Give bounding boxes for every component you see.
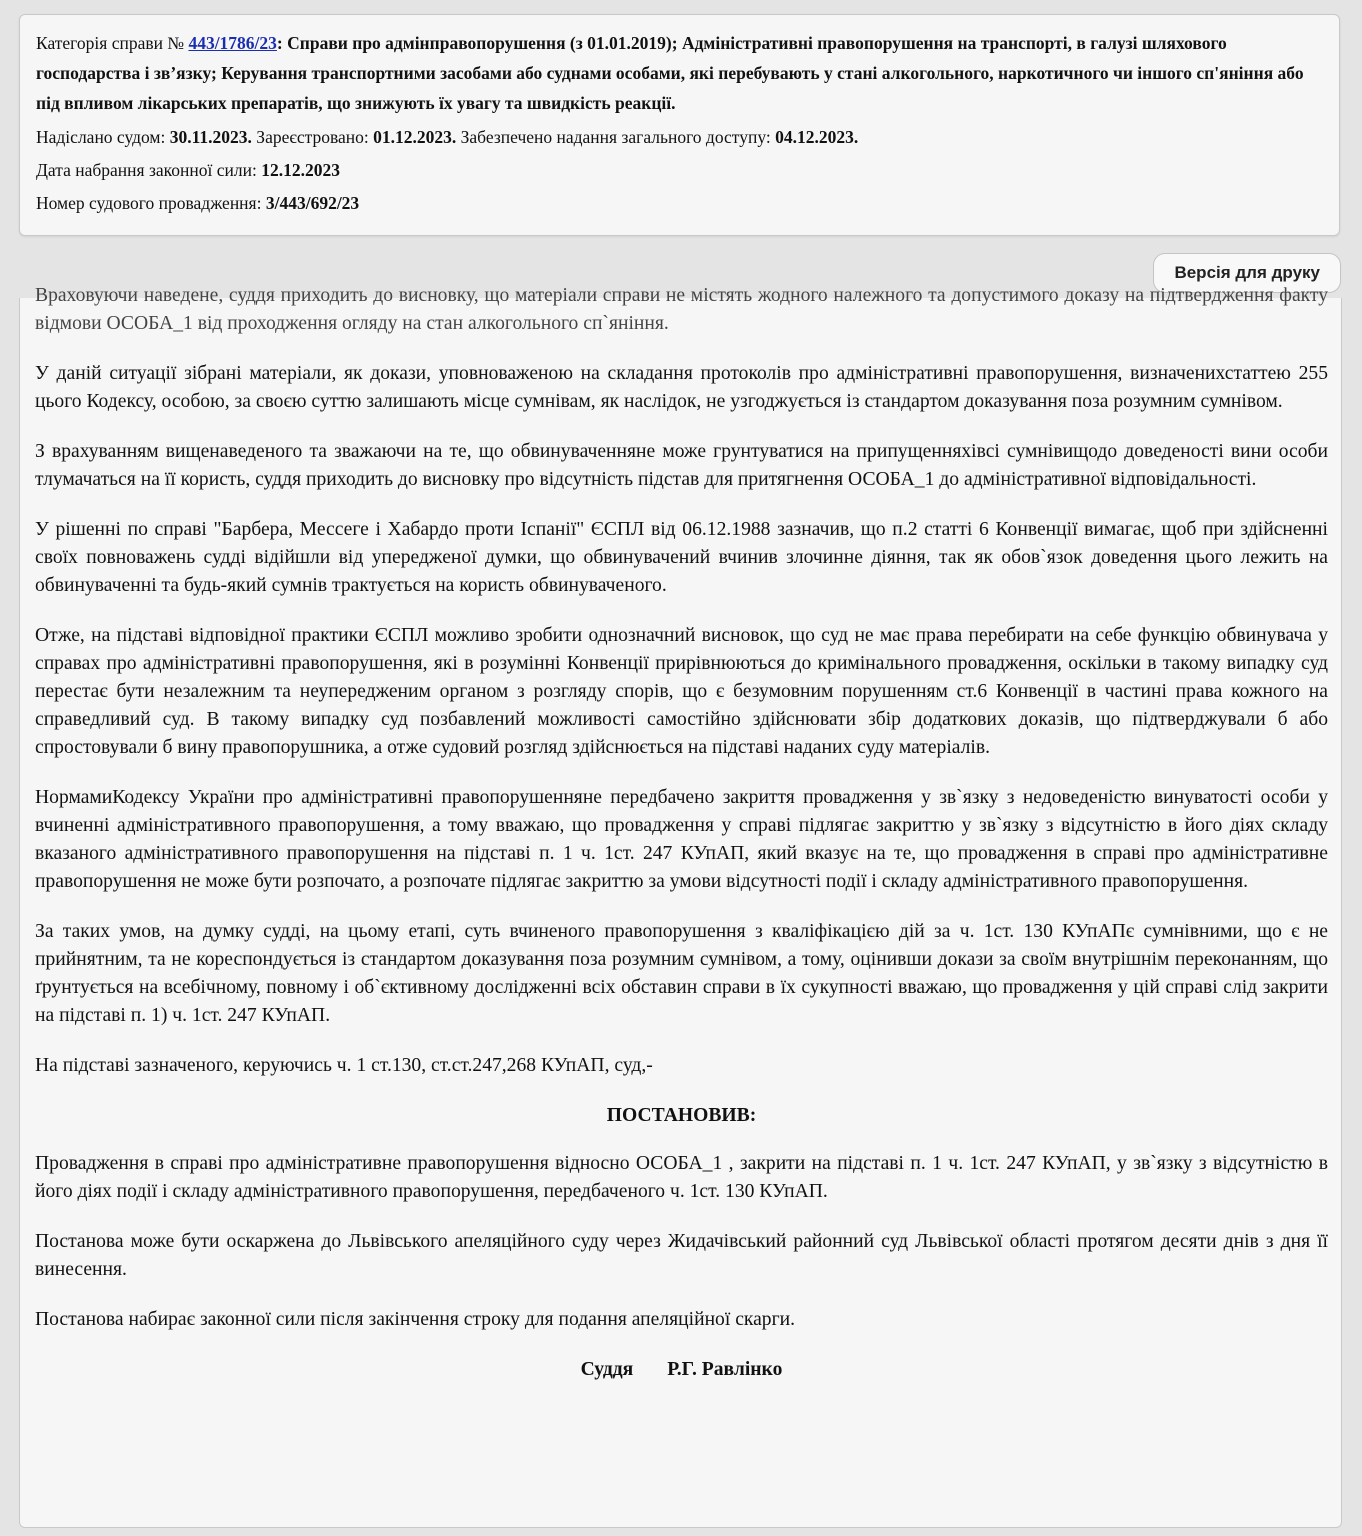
effective-date: 12.12.2023 — [261, 160, 340, 180]
judge-signature — [35, 1356, 1328, 1384]
document-text — [35, 282, 1328, 1384]
judge-name: Р.Г. Равлінко — [667, 1359, 783, 1380]
resolution-heading: ПОСТАНОВИВ: — [606, 1105, 757, 1126]
paragraph: З врахуванням вищенаведеного та зважаючи на те, що обвинуваченняне може грунтуватися на припущенняхівсі сумнівищодо доведеності вини особи тлумачаться на її користь, суддя приходить до висновку про відсутність підстав для притягнення ОСОБА_1 до адміністративної відповідальності. — [35, 441, 1328, 490]
paragraph: Постанова набирає законної сили після закінчення строку для подання апеляційної скарги. — [35, 1309, 796, 1330]
category-label: Категорія справи № — [36, 33, 185, 53]
sent-date: 30.11.2023. — [169, 127, 252, 147]
case-dates — [36, 121, 1323, 154]
paragraph: Постанова може бути оскаржена до Львівського апеляційного суду через Жидачівський районний суд Львівської області протягом десяти днів з дня її винесення. — [35, 1231, 1328, 1280]
paragraph: Провадження в справі про адміністративне правопорушення відносно ОСОБА_1 , закрити на підставі п. 1 ч. 1ст. 247 КУпАП, у зв`язку з відсутністю в його діях події і складу адміністративного правопорушення, передбаченого ч. 1ст. 130 КУпАП. — [35, 1153, 1328, 1202]
judge-title: Суддя — [580, 1359, 634, 1380]
sent-label: Надіслано судом: — [36, 127, 166, 147]
paragraph: Отже, на підставі відповідної практики ЄСПЛ можливо зробити однозначний висновок, що суд не має права перебирати на себе функцію обвинувача у справах про адміністративні правопорушення, які в розумінні Конвенції прирівнюються до кримінального провадження, оскільки в такому випадку суд перестає бути незалежним та неупередженим органом з розгляду спорів, що є безумовним порушенням ст.6 Конвенції в частині права кожного на справедливий суд. В такому випадку суд позбавлений можливості самостійно здійснювати збір додаткових доказів, що підтверджували б або спростовували б вину правопорушника, а отже судовий розгляд здійснюється на підставі наданих суду матеріалів. — [35, 625, 1328, 758]
proceeding-number: 3/443/692/23 — [265, 193, 360, 213]
registered-date: 01.12.2023. — [373, 127, 457, 147]
paragraph: У даній ситуації зібрані матеріали, як докази, уповноваженою на складання протоколів про адміністративні правопорушення, визначенихстаттею 255 цього Кодексу, особою, за своєю суттю залишають місце сумнівам, як наслідок, не узгоджується із стандартом доказування поза розумним сумнівом. — [35, 363, 1328, 412]
proceeding-number-row — [36, 187, 1323, 220]
access-date: 04.12.2023. — [775, 127, 859, 147]
category-text: : Справи про адмінправопорушення (з 01.01.2019); Адміністративні правопорушення на транспорті, в галузі шляхового господарства і зв’язку; Керування транспортними засобами або суднами особами, які перебувають у стані алкогольного, наркотичного чи іншого сп'яніння або під впливом лікарських препаратів, що знижують їх увагу та швидкість реакції. — [36, 33, 1304, 113]
document-body[interactable] — [19, 285, 1342, 1528]
paragraph: НормамиКодексу України про адміністративні правопорушенняне передбачено закриття провадження у зв`язку з недоведеністю винуватості особи у вчиненні адміністративного правопорушення, а тому вважаю, що провадження у справі підлягає закриттю у зв`язку з відсутністю в його діях складу вказаного адміністративного правопорушення на підставі п. 1 ч. 1ст. 247 КУпАП, який вказує на те, що провадження в справі про адміністративне правопорушення не може бути розпочато, а розпочате підлягає закриттю за умови відсутності події і складу адміністративного правопорушення. — [35, 787, 1328, 892]
case-category — [36, 28, 1323, 118]
effective-date-row — [36, 154, 1323, 187]
proceeding-label: Номер судового провадження: — [36, 193, 262, 213]
paragraph: За таких умов, на думку судді, на цьому етапі, суть вчиненого правопорушення з кваліфікацією дій за ч. 1ст. 130 КУпАПє сумнівними, що є не прийнятним, та не кореспондується із стандартом доказування поза розумним сумнівом, а тому, оцінивши докази за своїм внутрішнім переконанням, що ґрунтується на всебічному, повному і об`єктивному дослідженні всіх обставин справи в їх сукупності вважаю, що провадження у цій справі слід закрити на підставі п. 1) ч. 1ст. 247 КУпАП. — [35, 921, 1328, 1026]
print-version-button[interactable]: Версія для друку — [1153, 253, 1341, 293]
registered-label: Зареєстровано: — [256, 127, 369, 147]
paragraph: На підставі зазначеного, керуючись ч. 1 ст.130, ст.ст.247,268 КУпАП, суд,- — [35, 1055, 653, 1076]
paragraph: Враховуючи наведене, суддя приходить до висновку, що матеріали справи не містять жодного належного та допустимого доказу на підтвердження факту відмови ОСОБА_1 від проходження огляду на стан алкогольного сп`яніння. — [35, 285, 1328, 334]
case-number-link[interactable]: 443/1786/23 — [188, 33, 277, 53]
effective-label: Дата набрання законної сили: — [36, 160, 257, 180]
case-info-panel — [19, 14, 1340, 236]
paragraph: У рішенні по справі "Барбера, Мессеге і Хабардо проти Іспанії" ЄСПЛ від 06.12.1988 зазначив, що п.2 статті 6 Конвенції вимагає, щоб при здійсненні своїх повноважень судді відійшли від упередженої думки, що обвинувачений вчинив злочинне діяння, так як обов`язок доведення цього лежить на обвинуваченні та будь-який сумнів трактується на користь обвинуваченого. — [35, 519, 1328, 596]
access-label: Забезпечено надання загального доступу: — [460, 127, 771, 147]
